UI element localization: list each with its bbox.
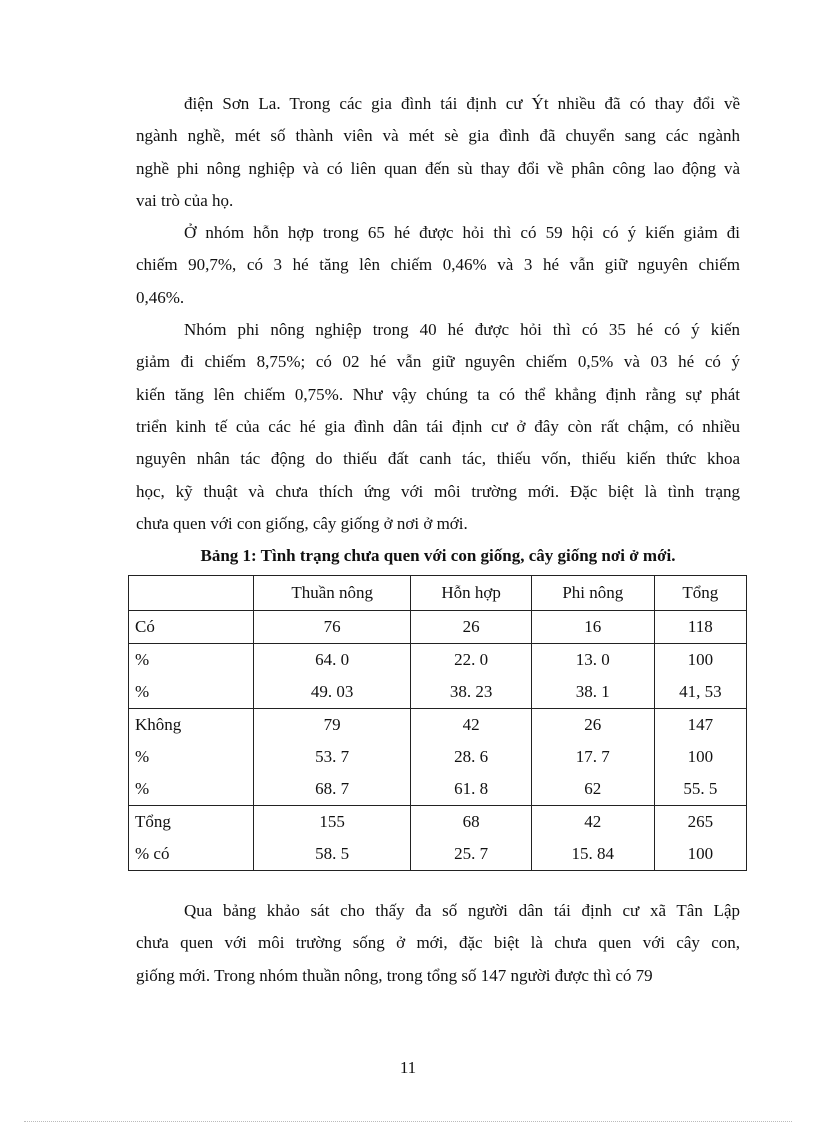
table-cell: % — [129, 741, 254, 773]
table-row — [129, 676, 747, 709]
text-line: chưa quen với con giống, cây giống ở nơi ở mới. — [136, 513, 468, 533]
table-row — [129, 644, 747, 677]
table-cell: 26 — [411, 611, 532, 644]
text-line: 0,46%. — [136, 287, 185, 307]
table-cell: 62 — [531, 773, 654, 806]
table-cell: 22. 0 — [411, 644, 532, 677]
table-cell: 17. 7 — [531, 741, 654, 773]
table-row — [129, 838, 747, 871]
table-cell: % — [129, 644, 254, 677]
table-caption: Bảng 1: Tình trạng chưa quen với con giống, cây giống nơi ở mới. — [200, 546, 676, 565]
table-cell: 16 — [531, 611, 654, 644]
table-row — [129, 741, 747, 773]
text-line: Ở nhóm hỗn hợp trong 65 hé được hỏi thì có 59 hội có ý kiến giảm đi — [184, 223, 740, 243]
body-text-top — [136, 88, 740, 540]
table-cell: 38. 23 — [411, 676, 532, 709]
table-cell: 42 — [531, 806, 654, 839]
table-cell: 61. 8 — [411, 773, 532, 806]
text-line: triển kinh tế của các hé gia đình dân tái định cư ở đây còn rất chậm, có nhiều — [136, 416, 740, 436]
text-line: vai trò của họ. — [136, 190, 234, 210]
table-cell: 79 — [254, 709, 411, 742]
table-cell: Tổng — [129, 806, 254, 839]
table-row — [129, 773, 747, 806]
table-cell: 265 — [654, 806, 746, 839]
table-cell: 55. 5 — [654, 773, 746, 806]
text-line: nghề phi nông nghiệp và có liên quan đến sù thay đổi về phân công lao động và — [136, 158, 740, 178]
table-cell: 38. 1 — [531, 676, 654, 709]
page-footer-divider — [24, 1121, 792, 1122]
text-line: kiến tăng lên chiếm 0,75%. Như vậy chúng ta có thể khẳng định rằng sự phát — [136, 384, 740, 404]
text-line: ngành nghề, mét số thành viên và mét sè gia đình đã chuyển sang các ngành — [136, 126, 740, 146]
table-cell: 15. 84 — [531, 838, 654, 871]
table-header-cell: Tổng — [654, 576, 746, 611]
table-cell: % có — [129, 838, 254, 871]
table-row — [129, 806, 747, 839]
table-cell: 76 — [254, 611, 411, 644]
table-cell: 118 — [654, 611, 746, 644]
table-cell: Có — [129, 611, 254, 644]
table-header-cell: Hỗn hợp — [411, 576, 532, 611]
table-cell: 68 — [411, 806, 532, 839]
text-line: chiếm 90,7%, có 3 hé tăng lên chiếm 0,46% và 3 hé vẫn giữ nguyên chiếm — [136, 255, 740, 275]
table-cell: 25. 7 — [411, 838, 532, 871]
table-cell: 68. 7 — [254, 773, 411, 806]
table-header-cell: Thuần nông — [254, 576, 411, 611]
text-line: Qua bảng khảo sát cho thấy đa số người dân tái định cư xã Tân Lập — [184, 901, 740, 920]
table-cell: % — [129, 773, 254, 806]
text-line: học, kỹ thuật và chưa thích ứng với môi trường mới. Đặc biệt là tình trạng — [136, 481, 740, 501]
table-cell: 42 — [411, 709, 532, 742]
table-header-row — [129, 576, 747, 611]
table-header-cell — [129, 576, 254, 611]
table-cell: 100 — [654, 838, 746, 871]
table-cell: 100 — [654, 741, 746, 773]
table-cell: 155 — [254, 806, 411, 839]
table-cell: 49. 03 — [254, 676, 411, 709]
table-cell: 147 — [654, 709, 746, 742]
text-line: chưa quen với môi trường sống ở mới, đặc biệt là chưa quen với cây con, — [136, 933, 740, 953]
table-cell: 13. 0 — [531, 644, 654, 677]
text-line: Nhóm phi nông nghiệp trong 40 hé được hỏi thì có 35 hé có ý kiến — [184, 320, 740, 340]
table-cell: 41, 53 — [654, 676, 746, 709]
text-line: điện Sơn La. Trong các gia đình tái định cư Ýt nhiều đã có thay đổi về — [184, 94, 740, 113]
table-header-cell: Phi nông — [531, 576, 654, 611]
table-cell: 26 — [531, 709, 654, 742]
table-cell: Không — [129, 709, 254, 742]
table-cell: 100 — [654, 644, 746, 677]
text-line: nguyên nhân tác động do thiếu đất canh tác, thiếu vốn, thiếu kiến thức khoa — [136, 449, 740, 469]
table-cell: 53. 7 — [254, 741, 411, 773]
table-cell: 58. 5 — [254, 838, 411, 871]
text-line: giảm đi chiếm 8,75%; có 02 hé vẫn giữ nguyên chiếm 0,5% và 03 hé có ý — [136, 352, 740, 372]
table-cell: 28. 6 — [411, 741, 532, 773]
table-cell: % — [129, 676, 254, 709]
table-row — [129, 611, 747, 644]
page-number: 11 — [399, 1058, 417, 1077]
table-cell: 64. 0 — [254, 644, 411, 677]
text-line: giống mới. Trong nhóm thuần nông, trong tổng số 147 người được thì có 79 — [136, 965, 653, 985]
data-table — [128, 575, 747, 871]
table-row — [129, 709, 747, 742]
body-text-bottom — [136, 895, 740, 992]
